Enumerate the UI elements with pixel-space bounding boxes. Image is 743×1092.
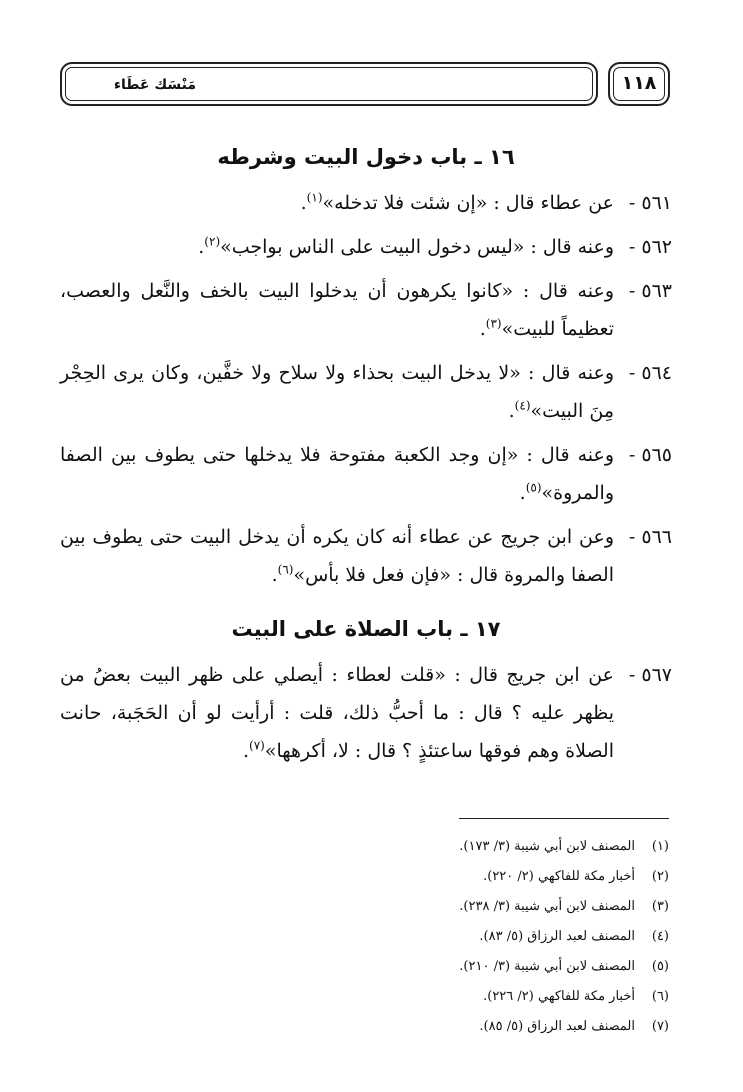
header-title-frame [60, 62, 598, 106]
narration-item [60, 272, 672, 348]
footnote [69, 862, 669, 892]
footnote [69, 952, 669, 982]
footnote [69, 832, 669, 862]
narration-item [60, 354, 672, 430]
running-header [60, 62, 670, 106]
narration-body: وعن ابن جريج عن عطاء أنه كان يكره أن يدخل البيت حتى يطوف بين الصفا والمروة قال : «فإن فعل فلا بأس» [60, 526, 614, 586]
narration-text [60, 184, 614, 222]
narration-number: ٥٦٥ - [628, 444, 672, 466]
narration-item [60, 184, 672, 222]
footnote-separator [459, 818, 669, 819]
footnote-number: (٤) [651, 929, 669, 944]
footnote-text: المصنف لابن أبي شيبة (٣/ ٢٣٨). [459, 899, 635, 914]
footnote-text: المصنف لعبد الرزاق (٥/ ٨٥). [479, 1019, 635, 1034]
footnotes [69, 832, 669, 1042]
footnote [69, 1012, 669, 1042]
footnote-number: (٣) [651, 899, 669, 914]
chapter-heading: ١٧ ـ باب الصلاة على البيت [231, 617, 501, 641]
narration-body: عن ابن جريج قال : «قلت لعطاء : أيصلي على ظهر البيت بعضُ من يظهر عليه ؟ قال : ما أحبُّ ذلك، قلت : أرأيت لو أن الحَجَبة، حانت الصلاة وهم فوقها ساعتئذٍ ؟ قال : لا، أكرهها» [60, 664, 614, 762]
footnote [69, 982, 669, 1012]
narration-text [60, 436, 614, 512]
narration-number: ٥٦٦ - [628, 526, 672, 548]
page-number: ١١٨ [621, 72, 657, 94]
footnote-ref: (٢) [204, 234, 221, 249]
footnote-ref: (٣) [485, 316, 502, 331]
footnote-ref: (٧) [249, 738, 265, 753]
chapter-heading: ١٦ ـ باب دخول البيت وشرطه [217, 145, 515, 169]
narration-number: ٥٦١ - [628, 192, 672, 214]
narration-number: ٥٦٢ - [628, 236, 672, 258]
sentence-end: . [242, 740, 250, 762]
narration-number: ٥٦٣ - [628, 280, 672, 302]
sentence-end: . [519, 482, 526, 504]
sentence-end: . [508, 400, 515, 422]
page-body [60, 140, 672, 776]
footnote-number: (٧) [651, 1019, 669, 1034]
narration-body: وعنه قال : «إن وجد الكعبة مفتوحة فلا يدخلها حتى يطوف بين الصفا والمروة» [60, 444, 614, 504]
footnote [69, 922, 669, 952]
footnote-ref: (٦) [277, 562, 294, 577]
footnote-text: أخبار مكة للفاكهي (٢/ ٢٢٦). [483, 989, 635, 1004]
footnote-text: المصنف لعبد الرزاق (٥/ ٨٣). [479, 929, 635, 944]
narration-item [60, 436, 672, 512]
narration-text [60, 228, 614, 266]
footnote-number: (٦) [651, 989, 669, 1004]
sentence-end: . [198, 236, 205, 258]
footnote-number: (٥) [651, 959, 669, 974]
footnote-number: (١) [651, 839, 669, 854]
book-title: مَنْسَك عَطَاء [113, 77, 196, 93]
narration-body: وعنه قال : «ليس دخول البيت على الناس بواجب» [220, 236, 614, 258]
narration-text [60, 518, 614, 594]
narration-number: ٥٦٤ - [628, 362, 672, 384]
footnote-ref: (٥) [525, 480, 542, 495]
sentence-end: . [271, 564, 278, 586]
footnote-text: أخبار مكة للفاكهي (٢/ ٢٢٠). [483, 869, 635, 884]
narration-item [60, 228, 672, 266]
footnote-number: (٢) [651, 869, 669, 884]
page-number-frame [608, 62, 670, 106]
sentence-end: . [300, 192, 307, 214]
footnote [69, 892, 669, 922]
narration-body: وعنه قال : «كانوا يكرهون أن يدخلوا البيت بالخف والنَّعل والعصب، تعظيماً للبيت» [60, 280, 614, 340]
narration-number: ٥٦٧ - [628, 664, 672, 686]
footnote-text: المصنف لابن أبي شيبة (٣/ ٢١٠). [459, 959, 635, 974]
narration-body: وعنه قال : «لا يدخل البيت بحذاء ولا سلاح ولا خفَّين، وكان يرى الحِجْر مِنَ البيت» [60, 362, 614, 422]
narration-text [60, 354, 614, 430]
footnote-ref: (٤) [514, 398, 531, 413]
narration-text [60, 272, 614, 348]
narration-item [60, 518, 672, 594]
sentence-end: . [479, 318, 486, 340]
narration-text [60, 656, 614, 770]
narration-body: عن عطاء قال : «إن شئت فلا تدخله» [322, 192, 614, 214]
footnote-text: المصنف لابن أبي شيبة (٣/ ١٧٣). [459, 839, 635, 854]
narration-item [60, 656, 672, 770]
footnote-ref: (١) [306, 190, 323, 205]
